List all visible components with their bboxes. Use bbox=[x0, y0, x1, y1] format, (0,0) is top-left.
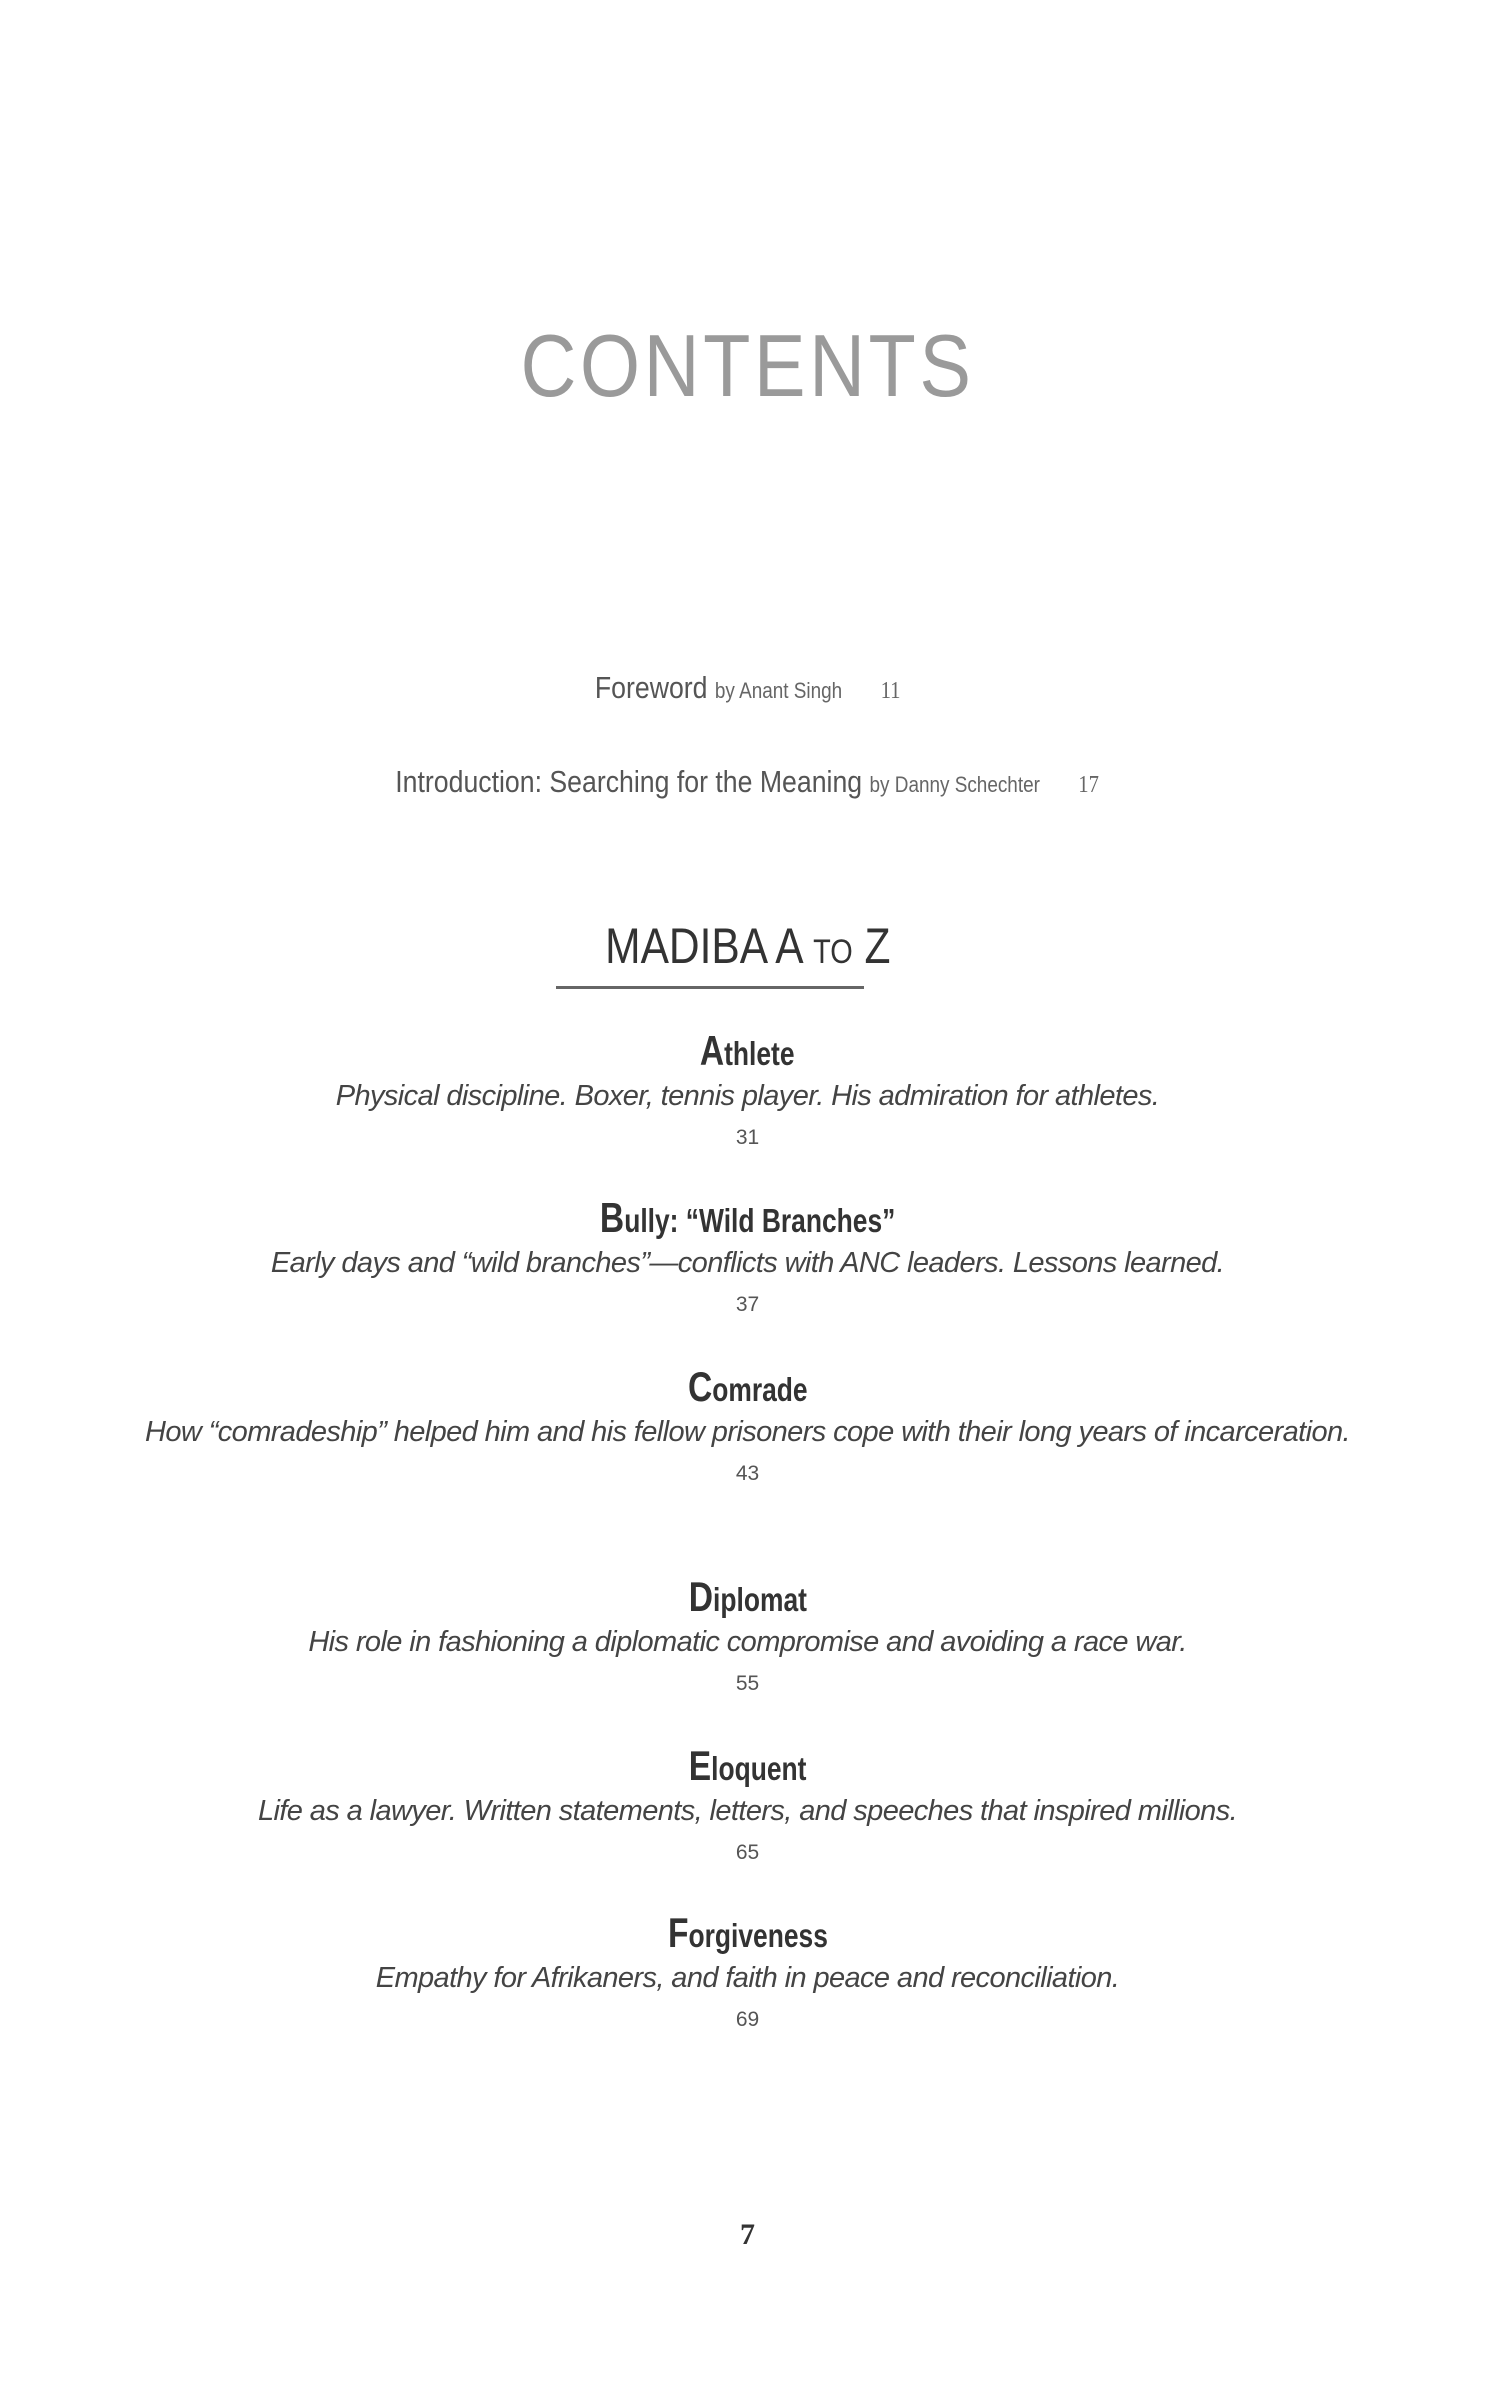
front-entry-text bbox=[396, 762, 1100, 805]
front-entry-byline: by Danny Schechter bbox=[869, 772, 1041, 797]
entry-page: 55 bbox=[735, 1672, 760, 1695]
toc-entry bbox=[110, 1742, 1385, 1874]
toc-entry bbox=[110, 1194, 1385, 1326]
entry-heading bbox=[110, 1027, 1385, 1075]
entry-title: omrade bbox=[711, 1371, 808, 1408]
entry-description: Early days and “wild branches”—conflicts with ANC leaders. Lessons learned. bbox=[270, 1247, 1225, 1279]
entry-page: 31 bbox=[735, 1126, 760, 1149]
front-entry-byline: by Anant Singh bbox=[714, 678, 843, 703]
entry-title: iplomat bbox=[712, 1581, 807, 1618]
entry-title: thlete bbox=[724, 1035, 795, 1072]
page-title: CONTENTS bbox=[520, 316, 975, 415]
toc-front-entry-introduction bbox=[0, 762, 1495, 805]
entry-description: How “comradeship” helped him and his fellow prisoners cope with their long years of incarceration. bbox=[145, 1416, 1350, 1448]
entry-description: Empathy for Afrikaners, and faith in peace and reconciliation. bbox=[375, 1962, 1120, 1994]
section-heading-main: MADIBA A bbox=[604, 918, 801, 974]
entry-title: loquent bbox=[711, 1750, 807, 1787]
section-heading bbox=[0, 915, 1495, 983]
section-heading-text bbox=[605, 915, 890, 983]
entry-description: Physical discipline. Boxer, tennis player. His admiration for athletes. bbox=[335, 1080, 1160, 1112]
section-underline bbox=[556, 986, 864, 989]
entry-initial: E bbox=[688, 1742, 712, 1789]
entry-heading bbox=[110, 1909, 1385, 1957]
entry-initial: D bbox=[688, 1573, 713, 1620]
entry-page: 69 bbox=[735, 2008, 760, 2031]
front-entry-text bbox=[595, 668, 901, 711]
entry-title: ully: “Wild Branches” bbox=[624, 1202, 896, 1239]
entry-initial: A bbox=[700, 1027, 725, 1074]
entry-description: His role in fashioning a diplomatic compromise and avoiding a race war. bbox=[308, 1626, 1187, 1658]
entry-heading bbox=[110, 1742, 1385, 1790]
page-number: 7 bbox=[740, 2218, 755, 2251]
toc-entry bbox=[110, 1573, 1385, 1705]
section-heading-small: TO bbox=[812, 933, 853, 971]
front-entry-page: 17 bbox=[1078, 772, 1100, 798]
entry-initial: C bbox=[687, 1363, 712, 1410]
entry-heading bbox=[110, 1194, 1385, 1242]
toc-entry bbox=[110, 1909, 1385, 2041]
toc-front-entry-foreword bbox=[0, 668, 1495, 711]
entry-heading bbox=[110, 1363, 1385, 1411]
front-entry-label: Foreword bbox=[594, 670, 708, 705]
entry-page: 37 bbox=[735, 1293, 760, 1316]
section-heading-end: Z bbox=[864, 918, 891, 974]
front-entry-label: Introduction: Searching for the Meaning bbox=[395, 764, 863, 799]
toc-entry bbox=[110, 1027, 1385, 1159]
entry-description: Life as a lawyer. Written statements, letters, and speeches that inspired millions. bbox=[257, 1795, 1238, 1827]
entry-initial: F bbox=[667, 1909, 689, 1956]
entry-page: 65 bbox=[735, 1841, 760, 1864]
entry-page: 43 bbox=[735, 1462, 760, 1485]
toc-entry bbox=[110, 1363, 1385, 1495]
front-entry-page: 11 bbox=[880, 678, 901, 704]
entry-initial: B bbox=[599, 1194, 625, 1241]
entry-heading bbox=[110, 1573, 1385, 1621]
entry-title: orgiveness bbox=[688, 1917, 828, 1954]
